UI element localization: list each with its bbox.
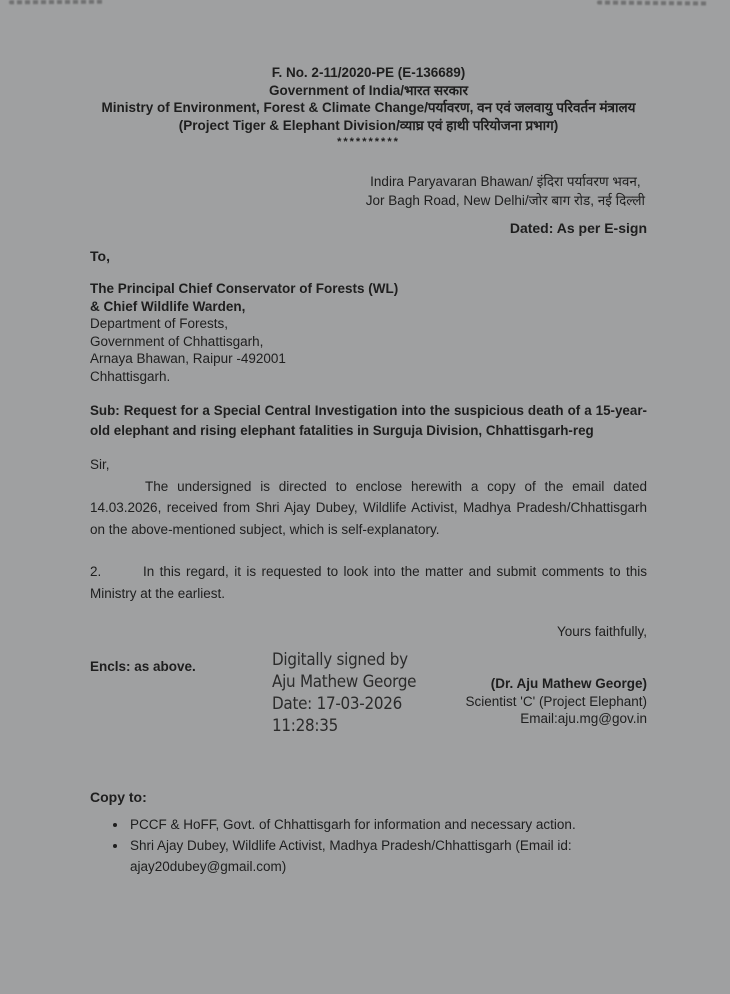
dated-line: Dated: As per E-sign xyxy=(509,220,647,236)
salutation: Sir, xyxy=(90,457,110,472)
valediction: Yours faithfully, xyxy=(556,624,647,639)
closing-row xyxy=(90,649,647,765)
asterisk-separator: ********** xyxy=(337,136,400,148)
to-label: To, xyxy=(90,248,110,264)
paragraph-number: 2. xyxy=(90,564,102,579)
enclosures-note: Encls: as above. xyxy=(90,659,196,674)
recipient-state: Chhattisgarh. xyxy=(90,368,171,384)
division-line: (Project Tiger & Elephant Division/व्याघ्र एवं हाथी परियोजना प्रभाग) xyxy=(178,117,559,133)
recipient-block xyxy=(90,280,647,385)
sender-address-line1: Indira Paryavaran Bhawan/ इंदिरा पर्यावरण भवन, xyxy=(370,174,641,189)
file-number: F. No. 2-11/2020-PE (E-136689) xyxy=(271,65,466,80)
sender-address-line2: Jor Bagh Road, New Delhi/जोर बाग रोड, नई दिल्ली xyxy=(365,193,645,208)
digital-signature-line2: Aju Mathew George xyxy=(272,672,417,691)
government-line: Government of India/भारत सरकार xyxy=(268,82,468,98)
ministry-line: Ministry of Environment, Forest & Climate Change/पर्यावरण, वन एवं जलवायु परिवर्तन मंत्रालय xyxy=(101,100,636,115)
sender-address xyxy=(366,172,645,210)
signatory-designation: Scientist 'C' (Project Elephant) xyxy=(465,693,647,709)
recipient-dept: Department of Forests, xyxy=(90,316,229,331)
signatory-email: Email:aju.mg@gov.in xyxy=(520,711,647,726)
recipient-name-line2: & Chief Wildlife Warden, xyxy=(90,298,246,314)
digital-signature-line1: Digitally signed by xyxy=(272,650,408,669)
digital-signature-line4: 11:28:35 xyxy=(272,716,338,735)
copy-to-heading: Copy to: xyxy=(90,789,147,805)
signatory-name: (Dr. Aju Mathew George) xyxy=(490,676,647,691)
copy-to-item: • PCCF & HoFF, Govt. of Chhattisgarh for information and necessary action. xyxy=(128,814,647,835)
signatory-block xyxy=(466,675,647,728)
subject-line: Sub: Request for a Special Central Investigation into the suspicious death of a 15-year-old elephant and rising elephant fatalities in Surguja Division, Chhattisgarh-reg xyxy=(90,403,647,438)
letterhead xyxy=(90,64,647,148)
body-paragraph-2-text: In this regard, it is requested to look into the matter and submit comments to this Ministry at the earliest. xyxy=(90,564,647,601)
recipient-govt: Government of Chhattisgarh, xyxy=(90,333,264,349)
digital-signature-line3: Date: 17-03-2026 xyxy=(272,694,403,713)
recipient-address: Arnaya Bhawan, Raipur -492001 xyxy=(90,351,286,366)
digital-signature-stamp xyxy=(272,649,416,737)
body-paragraph-1: The undersigned is directed to enclose herewith a copy of the email dated 14.03.2026, received from Shri Ajay Dubey, Wildlife Activist, Madhya Pradesh/Chhattisgarh on the above-mentioned subject, which is self-explanatory. xyxy=(90,478,647,537)
copy-to-list xyxy=(90,814,647,877)
recipient-name-line1: The Principal Chief Conservator of Forests (WL) xyxy=(90,281,399,296)
body-paragraph-2 xyxy=(90,561,647,604)
letter-content xyxy=(90,64,647,877)
copy-to-item: • Shri Ajay Dubey, Wildlife Activist, Madhya Pradesh/Chhattisgarh (Email id: ajay20dubey@gmail.com) xyxy=(128,835,647,877)
